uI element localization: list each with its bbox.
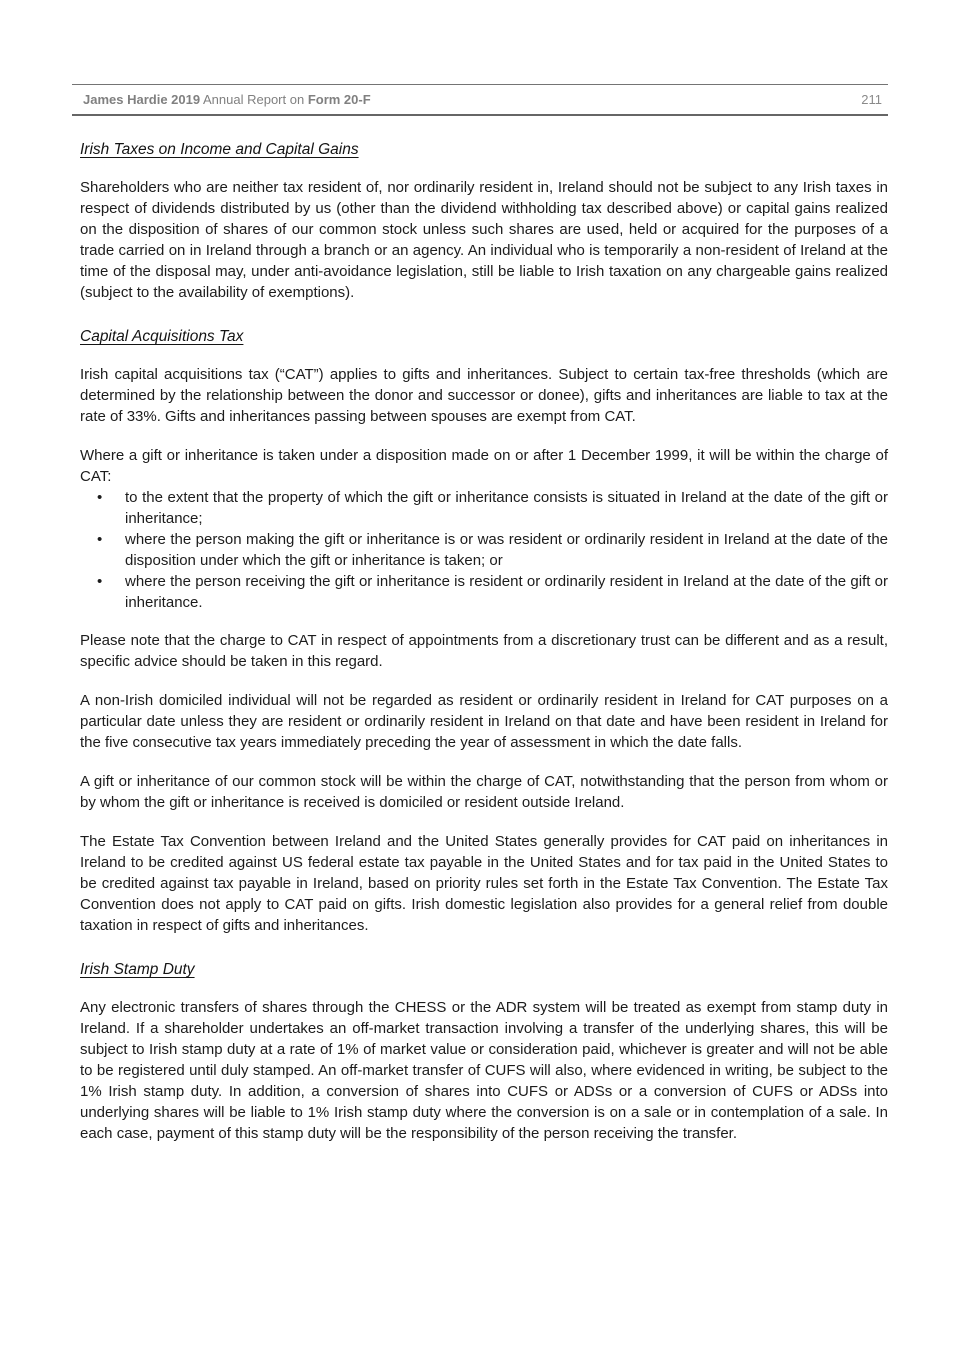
paragraph-estate-tax-convention: The Estate Tax Convention between Ireland and the United States generally provides for CAT paid on inheritances in Ireland to be credited against US federal estate tax payable in the United States and for tax paid in the United States to be credited against tax payable in Ireland, based on priority rules set forth in the Estate Tax Convention. The Estate Tax Convention does not apply to CAT paid on gifts. Irish domestic legislation also provides for a general relief from double taxation in respect of gifts and inheritances. [80, 833, 888, 934]
paragraph-stamp-duty: Any electronic transfers of shares through the CHESS or the ADR system will be treated as exempt from stamp duty in Ireland. If a shareholder undertakes an off-market transaction involving a transfer of the underlying shares, this will be subject to Irish stamp duty at a rate of 1% of market value or consideration paid, whichever is greater and will not be able to be registered until duly stamped. An off-market transfer of CUFS will also, where evidenced in writing, be subject to the 1% Irish stamp duty. In addition, a conversion of shares into CUFS or ADSs or a conversion of CUFS or ADSs into underlying shares will be liable to 1% Irish stamp duty where the conversion is on a sale or in contemplation of a sale. In each case, payment of this stamp duty will be the responsibility of the person receiving the transfer. [80, 999, 888, 1142]
page-number: 211 [861, 92, 882, 107]
report-title [83, 92, 371, 107]
report-title-brand: James Hardie 2019 [83, 92, 201, 107]
paragraph-cat-intro: Irish capital acquisitions tax (“CAT”) applies to gifts and inheritances. Subject to certain tax-free thresholds (which are determined by the relationship between the donor and successor or donee), gifts and inheritances are liable to tax at the rate of 33%. Gifts and inheritances passing between spouses are exempt from CAT. [80, 366, 888, 425]
paragraph-discretionary-trust: Please note that the charge to CAT in respect of appointments from a discretionary trust can be different and as a result, specific advice should be taken in this regard. [80, 632, 888, 670]
bullet-item-person-receiving-gift: • where the person receiving the gift or inheritance is resident or ordinarily resident in Ireland at the date of the gift or inheritance. [125, 571, 888, 613]
document-body [80, 139, 888, 1144]
bullet-item-person-making-gift: • where the person making the gift or inheritance is or was resident or ordinarily resident in Ireland at the date of the disposition under which the gift or inheritance is taken; or [125, 529, 888, 571]
page-header [72, 85, 888, 114]
report-title-form: Form 20-F [307, 92, 371, 107]
paragraph-irish-taxes: Shareholders who are neither tax resident of, nor ordinarily resident in, Ireland should not be subject to any Irish taxes in respect of dividends distributed by us (other than the dividend withholding tax described above) or capital gains realized on the disposition of shares of our common stock unless such shares are used, held or acquired for the purposes of a trade carried on in Ireland through a branch or an agency. An individual who is temporarily a non-resident of Ireland at the time of the disposal may, under anti-avoidance legislation, still be liable to Irish taxation on any chargeable gains realized (subject to the availability of exemptions). [80, 179, 888, 301]
paragraph-common-stock-charge: A gift or inheritance of our common stock will be within the charge of CAT, notwithstanding that the person from whom or by whom the gift or inheritance is received is domiciled or resident outside Ireland. [80, 773, 888, 811]
heading-irish-taxes-on-income-and-capital-gains: Irish Taxes on Income and Capital Gains [80, 141, 359, 158]
heading-irish-stamp-duty: Irish Stamp Duty [80, 961, 195, 978]
bullet-item-property-situated: • to the extent that the property of which the gift or inheritance consists is situated in Ireland at the date of the gift or inheritance; [125, 487, 888, 529]
paragraph-cat-charge-intro: Where a gift or inheritance is taken under a disposition made on or after 1 December 1999, it will be within the charge of CAT: [80, 447, 888, 485]
cat-charge-bullet-list [80, 487, 888, 613]
heading-capital-acquisitions-tax: Capital Acquisitions Tax [80, 328, 244, 345]
paragraph-non-irish-domicile: A non-Irish domiciled individual will not be regarded as resident or ordinarily resident in Ireland for CAT purposes on a particular date unless they are resident or ordinarily resident in Ireland on that date and have been resident in Ireland for the five consecutive tax years immediately preceding the year of assessment in which the date falls. [80, 692, 888, 751]
report-title-middle: Annual Report on [203, 92, 305, 107]
header-rule-bottom [72, 114, 888, 116]
